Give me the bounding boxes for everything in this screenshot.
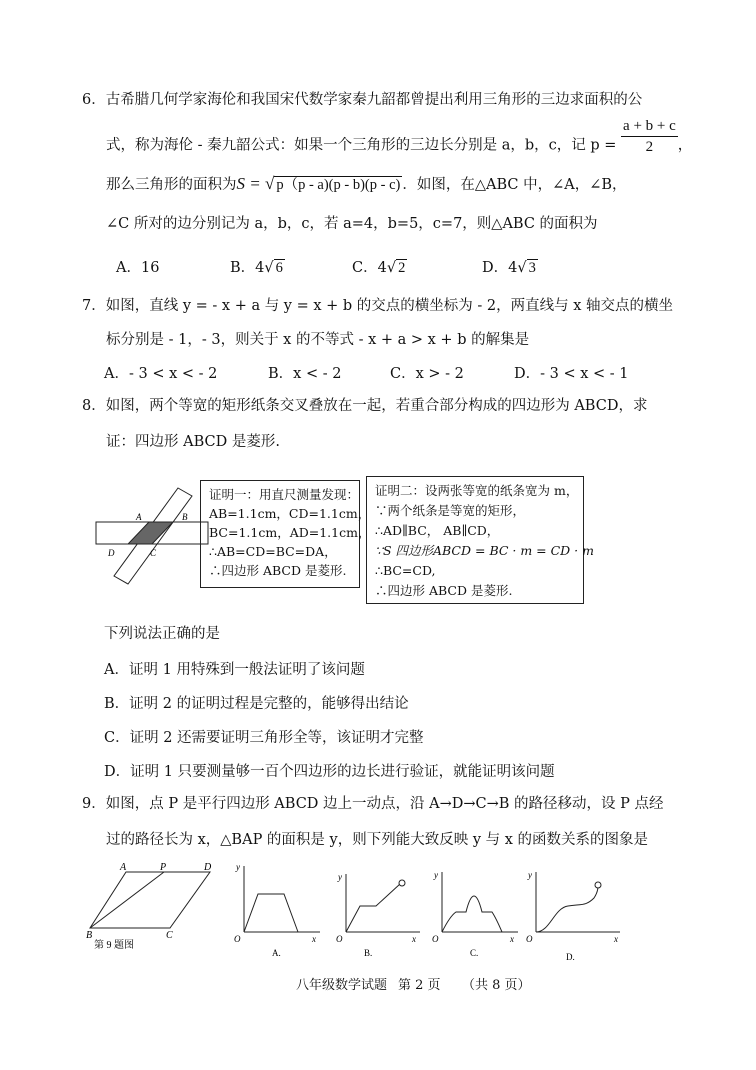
q6-option-d-radicand: 3 <box>528 260 536 276</box>
q7-line-1: 7．如图，直线 y = - x + a 与 y = x + b 的交点的横坐标为 - 2，两直线与 x 轴交点的横坐 <box>82 298 674 314</box>
graph-option-b[interactable] <box>334 870 424 970</box>
parallelogram-abcd <box>90 872 210 928</box>
y-label: y <box>338 872 342 882</box>
q8-line-1: 8．如图，两个等宽的矩形纸条交叉叠放在一起，若重合部分构成的四边形为 ABCD，求 <box>82 398 648 414</box>
footer-title: 八年级数学试题 <box>296 978 388 993</box>
q6-option-b-radicand: 6 <box>275 260 283 276</box>
q7-option-b[interactable]: B．x < - 2 <box>268 366 342 382</box>
curve <box>536 886 598 932</box>
q7-option-a[interactable]: A．- 3 < x < - 2 <box>104 366 218 382</box>
x-label: x <box>510 934 514 944</box>
label-c: C <box>150 548 157 558</box>
proof-one-line: BC=1.1cm，AD=1.1cm， <box>209 525 371 540</box>
segment-bp <box>90 872 164 928</box>
q6-option-b-sqrt: √ <box>264 260 274 276</box>
q6-option-a-label: A．16 <box>116 260 160 276</box>
q7-option-c[interactable]: C．x > - 2 <box>390 366 464 382</box>
q6-line-2-end: ， <box>677 137 693 154</box>
overlap-rhombus <box>128 522 173 544</box>
proof-two-line: 证明二：设两张等宽的纸条宽为 m， <box>375 483 579 498</box>
q6-option-c-label: C． <box>352 260 378 276</box>
graph-option-d[interactable] <box>524 868 624 968</box>
proof-one-line: ∴四边形 ABCD 是菱形. <box>209 563 347 578</box>
q6-option-c[interactable] <box>352 256 407 277</box>
q8-option-c[interactable]: C．证明 2 还需要证明三角形全等，该证明才完整 <box>104 730 424 746</box>
proof-two-box <box>366 476 594 604</box>
curve <box>244 894 298 932</box>
figure-9-caption: 第 9 题图 <box>94 940 134 951</box>
q8-option-a[interactable]: A．证明 1 用特殊到一般法证明了该问题 <box>104 662 365 678</box>
end-point <box>399 880 405 886</box>
q6-line-3 <box>106 174 627 195</box>
proof-two-line: ∵两个纸条是等宽的矩形， <box>375 503 526 518</box>
q8-option-b[interactable]: B．证明 2 的证明过程是完整的，能够得出结论 <box>104 696 409 712</box>
q6-fraction-denominator: 2 <box>645 139 654 155</box>
proof-one-line: 证明一：用直尺测量发现： <box>209 487 360 502</box>
footer-total: （共 8 页） <box>462 978 531 993</box>
x-label: x <box>614 934 618 944</box>
q6-sqrt-sign: √ <box>264 174 275 193</box>
x-label: x <box>312 934 316 944</box>
proof-two-line: ∴BC=CD, <box>375 563 436 578</box>
q6-option-b[interactable] <box>230 256 285 277</box>
curve <box>346 884 400 932</box>
q6-option-b-label: B． <box>230 260 256 276</box>
label-a: A <box>136 512 142 522</box>
q6-option-c-radicand: 2 <box>398 260 406 276</box>
graph-c-label: C. <box>470 948 479 958</box>
origin-label: O <box>234 934 241 944</box>
y-label: y <box>528 870 532 880</box>
end-point <box>595 882 601 888</box>
q6-fraction-p <box>621 116 678 157</box>
q6-option-d-sqrt: √ <box>517 260 527 276</box>
q6-radicand: p（p - a)(p - b)(p - c) <box>276 177 401 193</box>
proof-one-line: ∴AB=CD=BC=DA， <box>209 544 337 559</box>
q7-line-2: 标分别是 - 1，- 3，则关于 x 的不等式 - x + a > x + b 的解集是 <box>106 332 530 348</box>
label-d: D <box>108 548 115 558</box>
y-label: y <box>434 870 438 880</box>
q8-option-d[interactable]: D．证明 1 只要测量够一百个四边形的边长进行验证，就能证明该问题 <box>104 764 555 780</box>
q6-area-symbol: S = <box>236 174 265 193</box>
q6-line-1: 6．古希腊几何学家海伦和我国宋代数学家秦九韶都曾提出利用三角形的三边求面积的公 <box>82 92 643 108</box>
footer-page: 第 2 页 <box>398 978 441 993</box>
vertex-a: A <box>120 862 127 873</box>
curve <box>442 896 502 932</box>
q6-option-b-coef: 4 <box>255 260 265 276</box>
q6-line-4: ∠C 所对的边分别记为 a，b，c，若 a=4，b=5，c=7，则△ABC 的面积为 <box>106 216 598 232</box>
q8-line-2: 证：四边形 ABCD 是菱形. <box>106 434 280 450</box>
q6-line-3-pre: 那么三角形的面积为 <box>106 177 237 193</box>
graph-option-c[interactable] <box>430 866 522 966</box>
graph-b-label: B. <box>364 948 373 958</box>
q6-option-d-label: D． <box>482 260 509 276</box>
graph-d-label: D. <box>566 952 575 962</box>
q9-line-1: 9．如图，点 P 是平行四边形 ABCD 边上一动点，沿 A→D→C→B 的路径移动，设 P 点经 <box>82 796 664 812</box>
q6-option-a[interactable] <box>116 256 159 277</box>
q8-question: 下列说法正确的是 <box>104 626 220 642</box>
proof-two-line: ∵S 四边形ABCD = BC · m = CD · m <box>375 543 594 558</box>
label-b: B <box>182 512 188 522</box>
proof-one-box <box>200 480 371 588</box>
graph-a-label: A. <box>272 948 281 958</box>
rhombus-strips-figure <box>92 480 212 590</box>
graph-option-a[interactable] <box>232 860 322 960</box>
q6-line-2-text: 式，称为海伦 - 秦九韶公式：如果一个三角形的三边长分别是 a，b，c，记 p = <box>106 137 617 154</box>
parallelogram-figure <box>86 862 216 952</box>
origin-label: O <box>432 934 439 944</box>
q6-line-3-post: ．如图，在△ABC 中，∠A，∠B， <box>402 177 627 193</box>
origin-label: O <box>336 934 343 944</box>
q6-line-2 <box>106 118 693 157</box>
q9-line-2: 过的路径长为 x，△BAP 的面积是 y，则下列能大致反映 y 与 x 的函数关系的图象是 <box>106 832 649 848</box>
q7-option-d[interactable]: D．- 3 < x < - 1 <box>514 366 629 382</box>
point-p: P <box>160 862 167 873</box>
proof-two-line: ∴AD∥BC， AB∥CD， <box>375 523 500 538</box>
vertex-c: C <box>166 930 173 941</box>
q6-fraction-numerator: a + b + c <box>621 116 678 137</box>
q6-option-d[interactable] <box>482 256 538 277</box>
q6-option-c-sqrt: √ <box>386 260 397 276</box>
vertex-b: B <box>86 930 93 941</box>
x-label: x <box>412 934 416 944</box>
proof-two-line: ∴四边形 ABCD 是菱形. <box>375 583 513 598</box>
proof-one-line: AB=1.1cm，CD=1.1cm， <box>209 506 371 521</box>
vertex-d: D <box>204 862 212 873</box>
origin-label: O <box>526 934 533 944</box>
q6-option-d-coef: 4 <box>508 260 518 276</box>
y-label: y <box>236 862 240 872</box>
q6-option-c-coef: 4 <box>377 260 387 276</box>
